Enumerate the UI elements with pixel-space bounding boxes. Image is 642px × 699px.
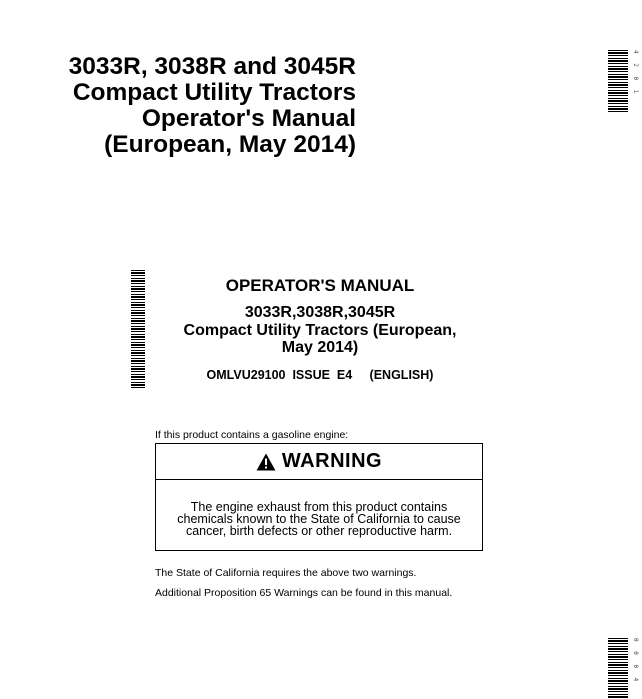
warning-header <box>156 444 482 480</box>
manual-description-line: Compact Utility Tractors (European, <box>183 322 457 339</box>
barcode-middle <box>131 270 145 390</box>
barcode-bottom <box>608 638 638 699</box>
warning-body-line: The engine exhaust from this product contains <box>190 500 448 514</box>
barcode-digits: 4 2 0 1 <box>632 50 639 97</box>
cover-title-line: (European, May 2014) <box>104 131 356 158</box>
cover-title-line: Operator's Manual <box>141 105 356 132</box>
warning-triangle-icon <box>256 453 276 471</box>
warning-box <box>155 443 483 551</box>
barcode-bars <box>608 50 628 112</box>
manual-info <box>152 276 488 383</box>
gasoline-note: If this product contains a gasoline engine: <box>155 429 349 441</box>
state-requirement-note: The State of California requires the above two warnings. <box>155 567 417 579</box>
proposition-65-note: Additional Proposition 65 Warnings can be found in this manual. <box>155 587 453 599</box>
manual-identifier: OMLVU29100 ISSUE E4 (ENGLISH) <box>206 368 434 382</box>
barcode-bars <box>608 638 628 699</box>
barcode-digits: 0 0 0 4 <box>632 638 639 685</box>
cover-title <box>20 54 356 158</box>
cover-title-line: Compact Utility Tractors <box>72 79 356 106</box>
cover-title-line: 3033R, 3038R and 3045R <box>68 53 356 80</box>
warning-title: WARNING <box>281 450 383 472</box>
barcode-bars <box>131 270 145 390</box>
warning-body-line: cancer, birth defects or other reproductive harm. <box>185 524 453 538</box>
warning-body-line: chemicals known to the State of California to cause <box>177 512 461 526</box>
manual-models: 3033R,3038R,3045R <box>244 304 396 321</box>
warning-body <box>156 480 482 537</box>
manual-description-line: May 2014) <box>281 339 359 356</box>
manual-heading: OPERATOR'S MANUAL <box>225 276 415 295</box>
barcode-top <box>608 50 638 112</box>
